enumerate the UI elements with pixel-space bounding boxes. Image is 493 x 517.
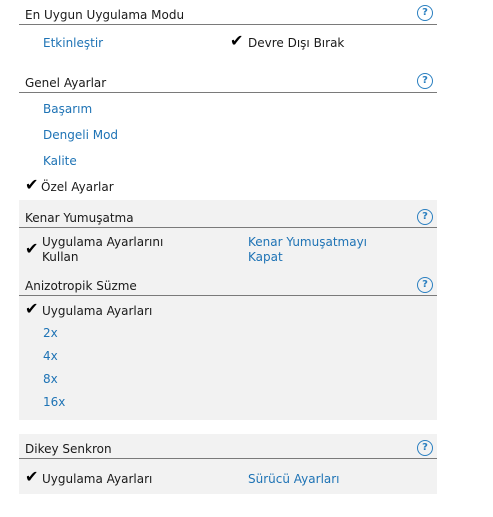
antialias-title: Kenar Yumuşatma (25, 211, 134, 225)
aniso-help-icon[interactable]: ? (417, 277, 433, 293)
app-mode-title: En Uygun Uygulama Modu (25, 8, 185, 22)
app-mode-disable-check-icon: ✔ (230, 31, 244, 50)
aniso-section (19, 270, 437, 420)
aniso-4x-option[interactable]: 4x (43, 349, 58, 363)
general-custom-option[interactable]: Özel Ayarlar (41, 180, 114, 194)
aniso-app-check-icon: ✔ (25, 299, 39, 318)
general-performance-option[interactable]: Başarım (43, 102, 93, 116)
general-quality-option[interactable]: Kalite (43, 154, 77, 168)
vsync-divider (19, 458, 437, 459)
general-section (19, 66, 437, 200)
antialias-app-label-line2: Kullan (42, 250, 79, 264)
antialias-divider (19, 227, 437, 228)
vsync-help-icon[interactable]: ? (417, 440, 433, 456)
antialias-section (19, 200, 437, 270)
vsync-app-option[interactable]: Uygulama Ayarları (42, 472, 153, 486)
aniso-8x-option[interactable]: 8x (43, 372, 58, 386)
app-mode-disable-option[interactable]: Devre Dışı Bırak (248, 36, 345, 50)
general-title: Genel Ayarlar (25, 76, 107, 90)
app-mode-enable-option[interactable]: Etkinleştir (43, 36, 104, 50)
antialias-help-icon[interactable]: ? (417, 209, 433, 225)
antialias-app-check-icon: ✔ (25, 239, 39, 258)
antialias-app-label-line1: Uygulama Ayarlarını (42, 235, 164, 249)
antialias-off-label-line2: Kapat (248, 250, 283, 264)
aniso-divider (19, 295, 437, 296)
vsync-driver-option[interactable]: Sürücü Ayarları (248, 472, 340, 486)
app-mode-section (19, 0, 437, 60)
antialias-off-label-line1: Kenar Yumuşatmayı (248, 235, 368, 249)
general-divider (19, 92, 437, 93)
antialias-off-option[interactable] (248, 235, 367, 265)
antialias-app-option[interactable] (42, 235, 163, 265)
general-help-icon[interactable]: ? (417, 73, 433, 89)
general-balanced-option[interactable]: Dengeli Mod (43, 128, 119, 142)
app-mode-divider (19, 24, 437, 25)
aniso-app-option[interactable]: Uygulama Ayarları (42, 304, 153, 318)
aniso-title: Anizotropik Süzme (25, 279, 137, 293)
vsync-section (19, 434, 437, 494)
aniso-2x-option[interactable]: 2x (43, 326, 58, 340)
vsync-title: Dikey Senkron (25, 442, 112, 456)
aniso-16x-option[interactable]: 16x (43, 395, 66, 409)
vsync-app-check-icon: ✔ (25, 467, 39, 486)
app-mode-help-icon[interactable]: ? (417, 5, 433, 21)
general-custom-check-icon: ✔ (25, 175, 39, 194)
